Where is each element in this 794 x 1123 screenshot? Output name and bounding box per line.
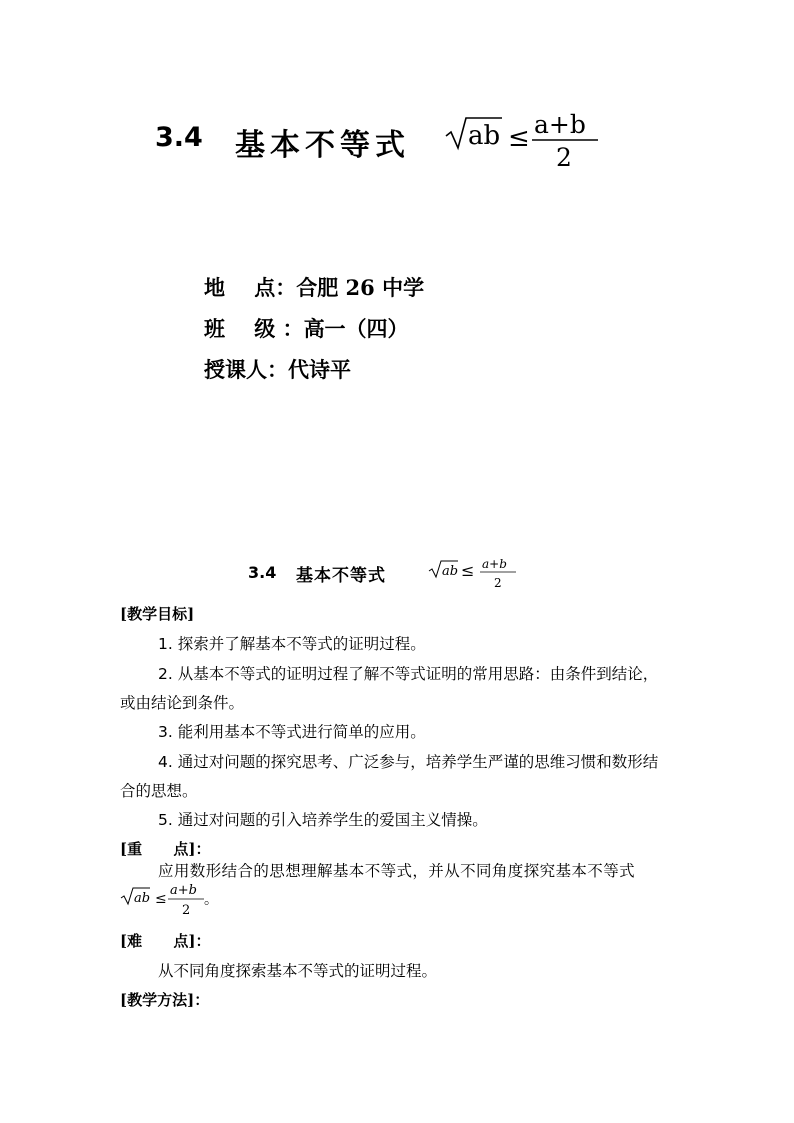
method-heading: [教学方法]： [120, 991, 210, 1009]
cover-formula-graphic [444, 110, 604, 172]
plan-formula-denominator: 2 [494, 576, 502, 590]
info-teacher-value: 代诗平 [288, 357, 351, 382]
key-formula-radicand: ab [134, 891, 151, 906]
cover-formula-numerator: a+b [534, 110, 586, 139]
plan-formula-numerator: a+b [482, 557, 507, 571]
objective-line-5: 5. 通过对问题的引入培养学生的爱国主义情操。 [158, 811, 488, 829]
key-formula-relation: ≤ [155, 891, 167, 907]
objective-line-2-cont: 或由结论到条件。 [120, 694, 245, 712]
plan-formula-relation: ≤ [461, 561, 475, 580]
plan-formula-graphic [428, 555, 520, 595]
cover-formula-denominator: 2 [556, 143, 572, 172]
info-class-label: 班 级 ： [204, 316, 304, 341]
objective-line-2: 2. 从基本不等式的证明过程了解不等式证明的常用思路：由条件到结论， [158, 665, 659, 683]
plan-formula-radicand: ab [442, 564, 459, 579]
plan-title-formula [428, 555, 520, 600]
objective-line-1: 1. 探索并了解基本不等式的证明过程。 [158, 635, 426, 653]
info-teacher [204, 354, 351, 384]
difficulty-text: 从不同角度探索基本不等式的证明过程。 [158, 962, 438, 980]
info-teacher-label: 授课人： [204, 357, 288, 382]
plan-title-text: 基本不等式 [296, 566, 386, 586]
cover-title-formula [444, 110, 604, 177]
info-class [204, 313, 409, 343]
plan-title-number: 3.4 [248, 563, 277, 582]
objectives-heading: [教学目标] [120, 605, 195, 623]
info-class-value: 高一（四） [303, 316, 409, 341]
info-location [204, 272, 424, 302]
objective-line-4-cont: 合的思想。 [120, 782, 198, 800]
info-location-value: 合肥 26 中学 [296, 275, 425, 300]
key-formula-denominator: 2 [182, 903, 191, 918]
objective-line-3: 3. 能利用基本不等式进行简单的应用。 [158, 723, 426, 741]
key-formula-end: 。 [204, 892, 218, 908]
cover-formula-relation: ≤ [508, 123, 530, 153]
cover-formula-radicand: ab [468, 121, 501, 151]
key-text: 应用数形结合的思想理解基本不等式，并从不同角度探究基本不等式 [158, 862, 636, 880]
key-formula-graphic [120, 878, 240, 920]
key-formula-numerator: a+b [170, 883, 197, 898]
key-formula [120, 878, 240, 925]
difficulty-heading: [难 点]： [120, 932, 211, 950]
objective-line-4: 4. 通过对问题的探究思考、广泛参与，培养学生严谨的思维习惯和数形结 [158, 753, 659, 771]
cover-title-number: 3.4 [155, 122, 203, 153]
key-heading: [重 点]： [120, 840, 211, 858]
info-location-label: 地 点： [204, 275, 297, 300]
cover-title-text: 基本不等式 [235, 128, 410, 163]
